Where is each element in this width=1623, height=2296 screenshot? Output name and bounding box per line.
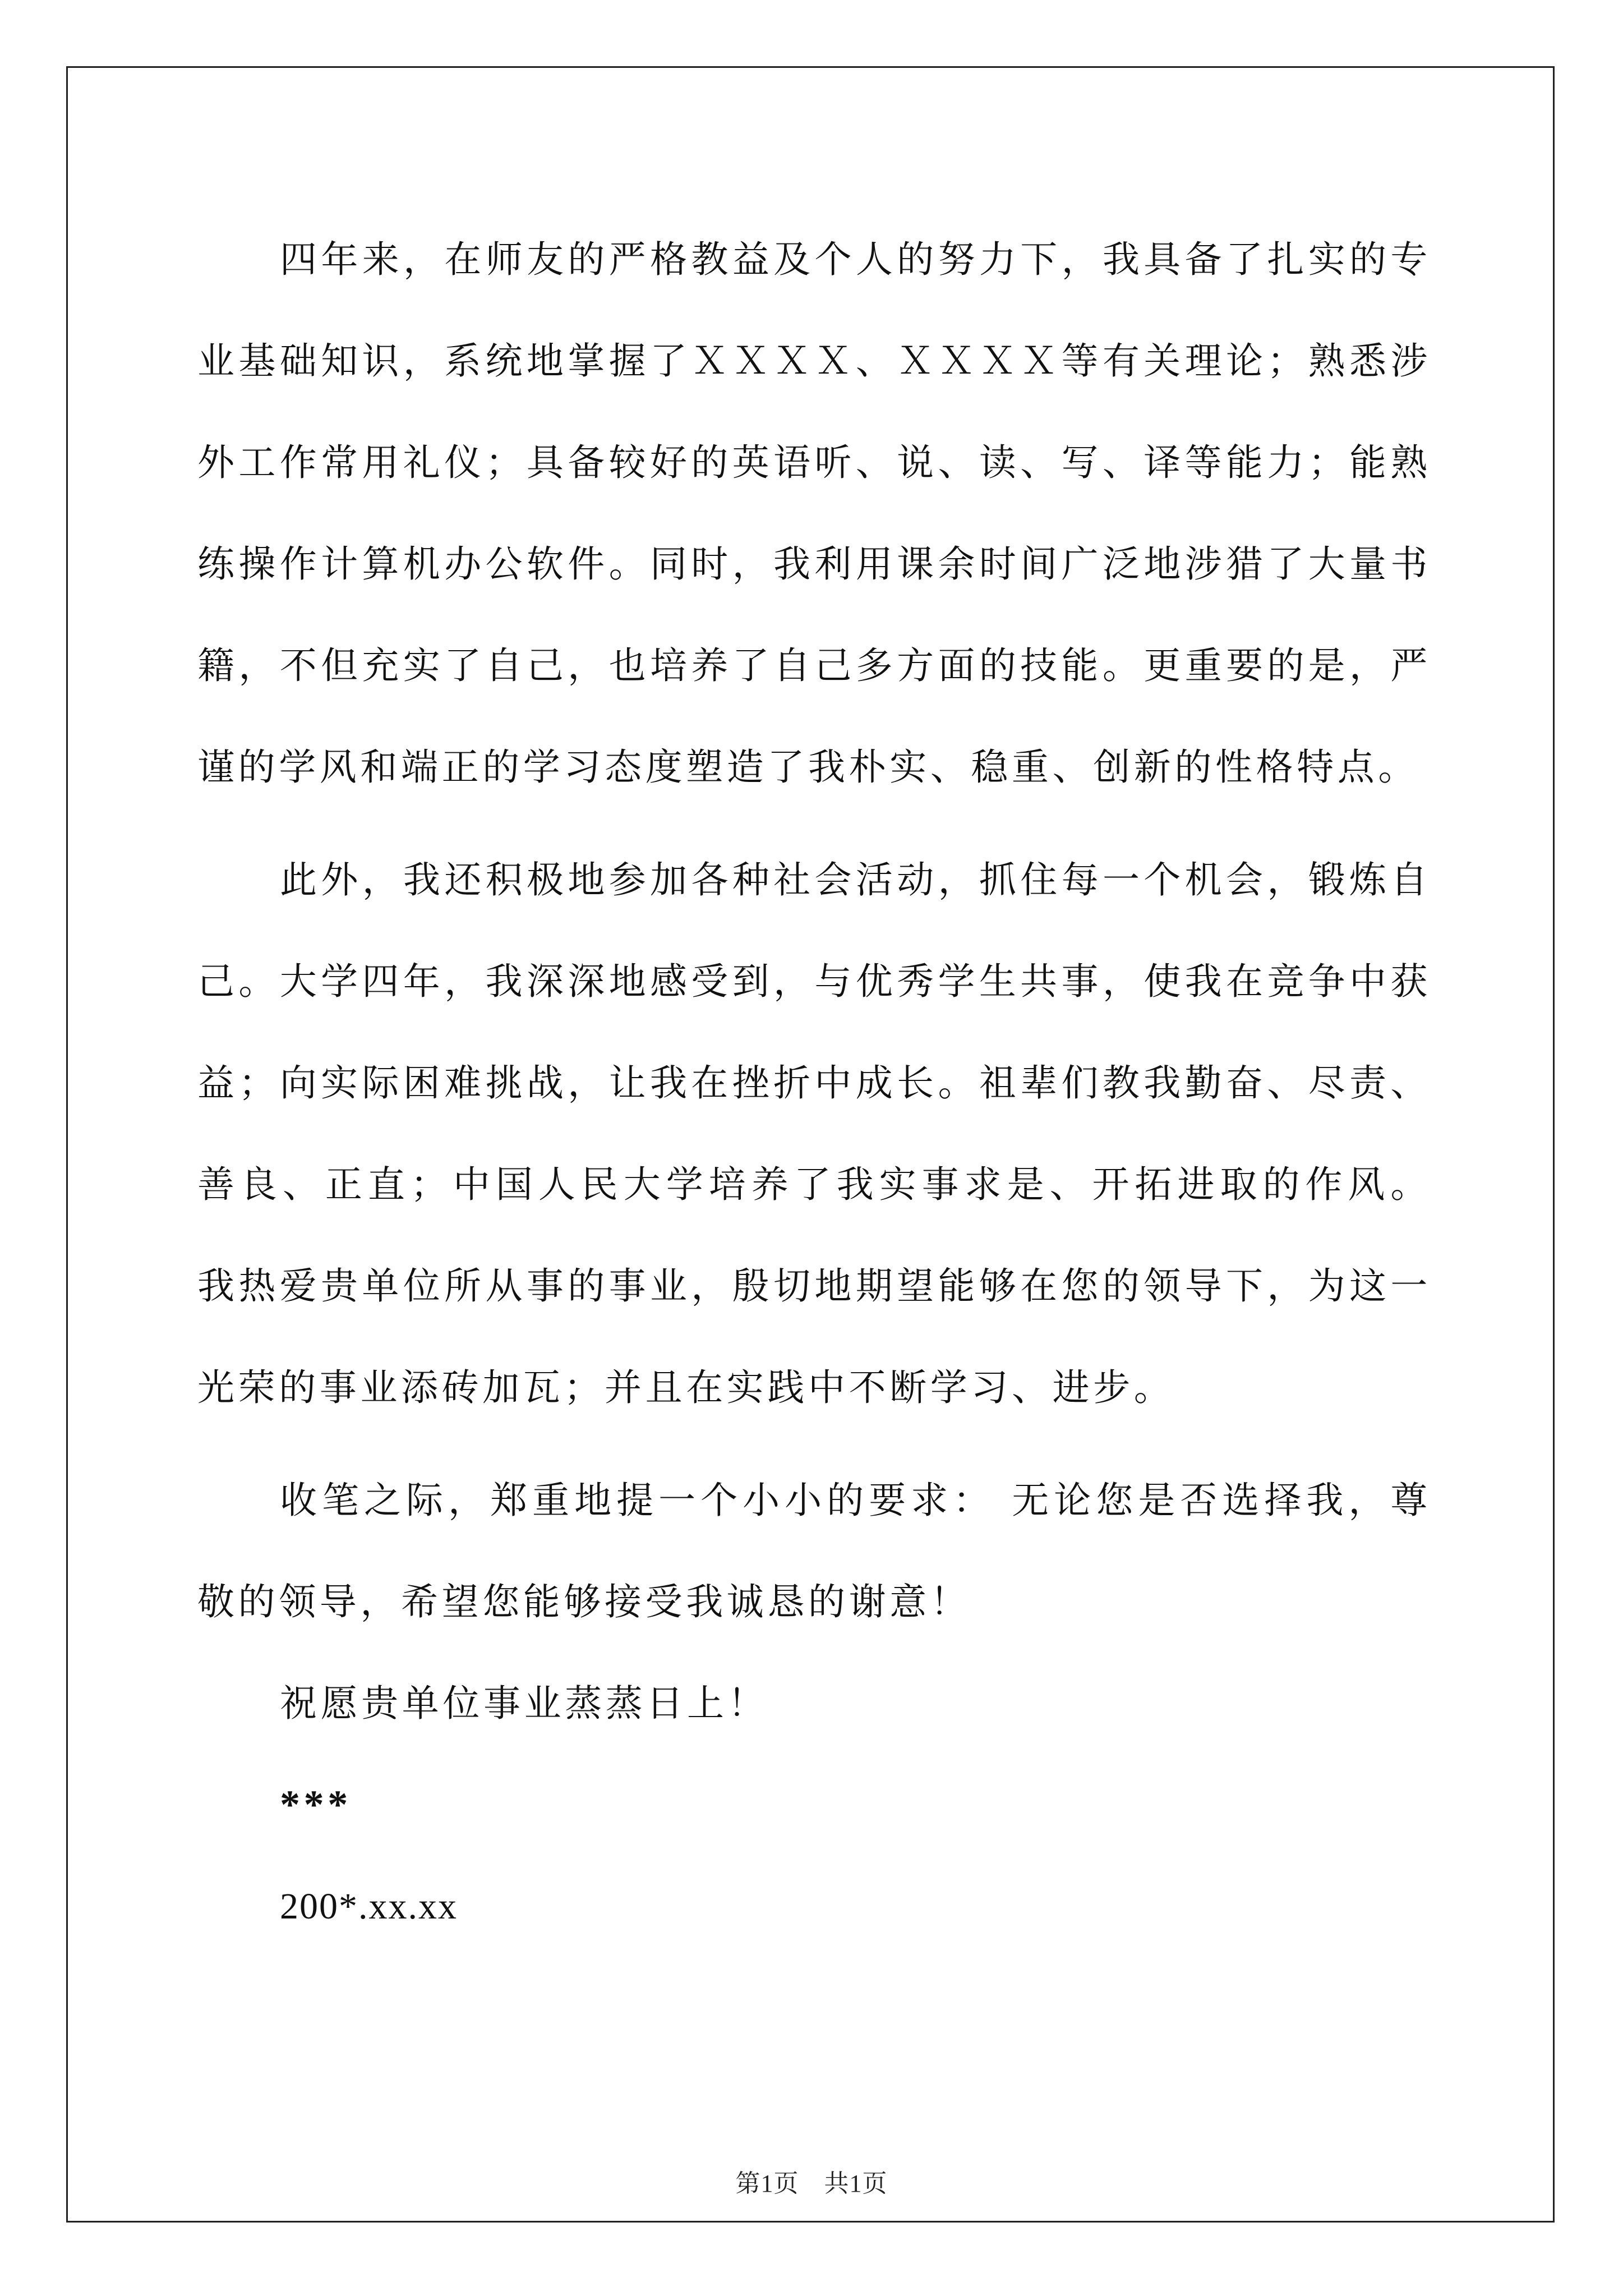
page-number-footer: 第1页 共1页 bbox=[735, 2170, 888, 2197]
letter-date: 200*.xx.xx bbox=[280, 1886, 458, 1927]
paragraph-activities: 此外，我还积极地参加各种社会活动，抓住每一个机会，锻炼自己。大学四年，我深深地感受到，与优秀学生共事，使我在竞争中获益；向实际困难挑战，让我在挫折中成长。祖辈们教我勤奋、尽责、善良、正直；中国人民大学培养了我实事求是、开拓进取的作风。 我热爱贵单位所从事的事业，殷切地期望能够在您的领导下，为这一光荣的事业添砖加瓦；并且在实践中不断学习、进步。 bbox=[197, 858, 1431, 1409]
paragraph-closing-request: 收笔之际，郑重地提一个小小的要求： 无论您是否选择我，尊敬的领导，希望您能够接受我诚恳的谢意！ bbox=[197, 1479, 1431, 1623]
signature: *** bbox=[280, 1782, 352, 1827]
paragraph-wishes: 祝愿贵单位事业蒸蒸日上！ bbox=[280, 1682, 769, 1725]
paragraph-education: 四年来，在师友的严格教益及个人的努力下，我具备了扎实的专业基础知识，系统地掌握了ＸＸＸＸ、ＸＸＸＸ等有关理论；熟悉涉外工作常用礼仪；具备较好的英语听、说、读、写、译等能力；能熟练操作计算机办公软件。同时，我利用课余时间广泛地涉猎了大量书籍，不但充实了自己，也培养了自己多方面的技能。更重要的是，严谨的学风和端正的学习态度塑造了我朴实、稳重、创新的性格特点。 bbox=[197, 238, 1431, 789]
letter-body bbox=[197, 209, 1431, 1957]
